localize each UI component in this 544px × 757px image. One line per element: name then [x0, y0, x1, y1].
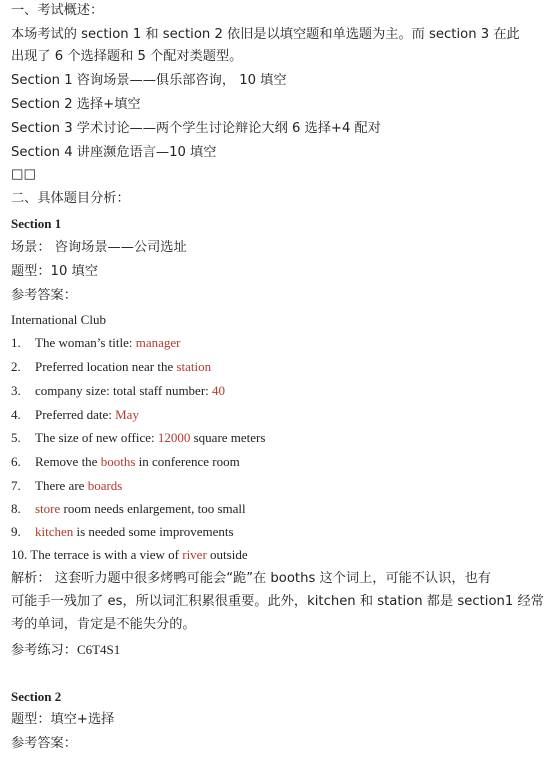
- answer-item-9: [11, 523, 472, 541]
- practice-code: C6T4S1: [76, 642, 121, 657]
- overview-paragraph-line-1: 本场考试的 section 1 和 section 2 依旧是以填空题和单选题为主。而 section 3 在此: [11, 27, 520, 42]
- section-1-type: 题型：10 填空: [11, 264, 98, 279]
- analysis-heading: 二、具体题目分析：: [11, 191, 130, 206]
- answer-item-6: [11, 453, 472, 471]
- answer-text: There are: [35, 478, 88, 493]
- overview-heading: 一、考试概述：: [11, 3, 104, 18]
- answer-value: booths: [100, 454, 136, 469]
- answer-value: station: [176, 359, 212, 374]
- answer-value: manager: [135, 335, 181, 350]
- section-2-answers-label: 参考答案：: [11, 736, 77, 751]
- answer-text-suffix: room needs enlargement, too small: [60, 501, 246, 516]
- practice-reference: [11, 641, 472, 660]
- answer-text-suffix: outside: [206, 547, 248, 562]
- answer-value: 40: [212, 383, 226, 398]
- section-3-summary: Section 3 学术讨论——两个学生讨论辩论大纲 6 选择+4 配对: [11, 121, 381, 136]
- answer-item-10: [11, 546, 472, 564]
- answer-value: kitchen: [35, 524, 74, 539]
- answer-text: Preferred date:: [35, 407, 116, 422]
- section-2-title: Section 2: [11, 689, 62, 704]
- answer-text: The woman’s title:: [35, 335, 136, 350]
- explanation-line-2: 可能手一残加了 es，所以词汇积累很重要。此外，kitchen 和 station 都是 section1 经常: [11, 594, 544, 609]
- answer-number: 8.: [11, 501, 21, 516]
- answer-item-2: [11, 358, 472, 376]
- section-1-answers-label: 参考答案：: [11, 288, 77, 303]
- answer-text: company size: total staff number:: [35, 383, 213, 398]
- practice-label: 参考练习：: [11, 643, 77, 658]
- answer-text-suffix: square meters: [190, 430, 266, 445]
- answer-number: 9.: [11, 524, 21, 539]
- section-1-scene: 场景： 咨询场景——公司选址: [11, 240, 187, 255]
- answer-value: river: [182, 547, 207, 562]
- explanation-line-1: 解析： 这套听力题中很多烤鸭可能会“跪”在 booths 这个词上，可能不认识，也有: [11, 571, 491, 586]
- answer-number: 2.: [11, 359, 21, 374]
- section-1-summary: Section 1 咨询场景——俱乐部咨询， 10 填空: [11, 73, 287, 88]
- answer-item-3: [11, 382, 472, 400]
- answer-item-8: [11, 500, 472, 518]
- answer-item-1: [11, 334, 472, 352]
- overview-paragraph-line-2: 出现了 6 个选择题和 5 个配对类题型。: [11, 49, 243, 64]
- club-name: International Club: [11, 312, 106, 327]
- answer-value: May: [115, 407, 139, 422]
- answer-item-4: [11, 406, 472, 424]
- answer-value: 12000: [157, 430, 191, 445]
- answer-text: 10. The terrace is with a view of: [11, 547, 183, 562]
- answer-value: store: [35, 501, 61, 516]
- answer-text: The size of new office:: [35, 430, 158, 445]
- answer-number: 1.: [11, 335, 21, 350]
- section-1-title: Section 1: [11, 216, 62, 231]
- answer-item-7: [11, 477, 472, 495]
- placeholder-glyphs: □□: [11, 167, 36, 182]
- answer-number: 3.: [11, 383, 21, 398]
- answer-number: 5.: [11, 430, 21, 445]
- section-2-summary: Section 2 选择+填空: [11, 97, 141, 112]
- answer-item-5: [11, 429, 472, 447]
- section-4-summary: Section 4 讲座濒危语言—10 填空: [11, 145, 217, 160]
- section-2-type: 题型：填空+选择: [11, 712, 115, 727]
- answer-number: 7.: [11, 478, 21, 493]
- answer-text-suffix: in conference room: [135, 454, 240, 469]
- answer-value: boards: [87, 478, 123, 493]
- answer-number: 6.: [11, 454, 21, 469]
- answer-number: 4.: [11, 407, 21, 422]
- answer-text: Preferred location near the: [35, 359, 177, 374]
- answer-text-suffix: is needed some improvements: [73, 524, 234, 539]
- explanation-line-3: 考的单词，肯定是不能失分的。: [11, 617, 196, 632]
- answer-text: Remove the: [35, 454, 101, 469]
